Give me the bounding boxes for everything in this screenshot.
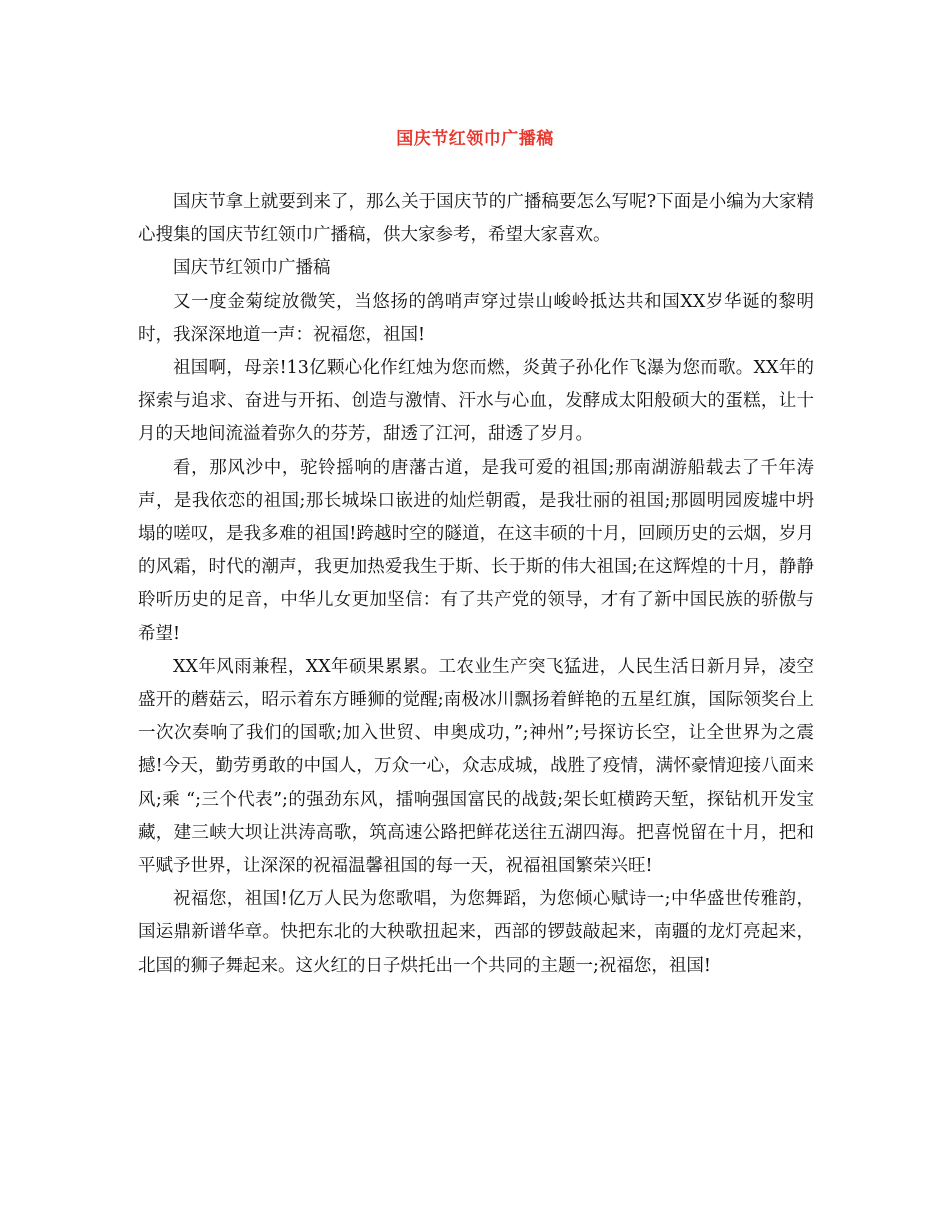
document-title: 国庆节红领巾广播稿: [396, 129, 554, 149]
paragraph-intro: 国庆节拿上就要到来了，那么关于国庆节的广播稿要怎么写呢?下面是小编为大家精心搜集的国庆节红领巾广播稿，供大家参考，希望大家喜欢。: [138, 192, 814, 246]
paragraph-5: 祝福您，祖国!亿万人民为您歌唱，为您舞蹈，为您倾心赋诗一;中华盛世传雅韵，国运鼎新谱华章。快把东北的大秧歌扭起来，西部的锣鼓敲起来，南疆的龙灯亮起来，北国的狮子舞起来。这火红的日子烘托出一个共同的主题一;祝福您，祖国!: [138, 889, 814, 976]
paragraph-1: 又一度金菊绽放微笑，当悠扬的鸽哨声穿过崇山峻岭抵达共和国XX岁华诞的黎明时，我深深地道一声：祝福您，祖国!: [138, 291, 814, 345]
paragraph-4: XX年风雨兼程，XX年硕果累累。工农业生产突飞猛进，人民生活日新月异，凌空盛开的蘑菇云，昭示着东方睡狮的觉醒;南极冰川飘扬着鲜艳的五星红旗，国际领奖台上一次次奏响了我们的国歌;加入世贸、申奥成功，”;神州”;号探访长空，让全世界为之震撼!今天，勤劳勇敢的中国人，万众一心，众志成城，战胜了疫情，满怀豪情迎接八面来风;乘 “;三个代表”;的强劲东风，擂响强国富民的战鼓;架长虹横跨天堑，探钻机开发宝藏，建三峡大坝让洪涛高歌，筑高速公路把鲜花送往五湖四海。把喜悦留在十月，把和平赋予世界，让深深的祝福温馨祖国的每一天，祝福祖国繁荣兴旺!: [138, 656, 814, 877]
paragraph-2: 祖国啊，母亲!13亿颗心化作红烛为您而燃，炎黄子孙化作飞瀑为您而歌。XX年的探索与追求、奋进与开拓、创造与激情、汗水与心血，发酵成太阳般硕大的蛋糕，让十月的天地间流溢着弥久的芬芳，甜透了江河，甜透了岁月。: [138, 358, 814, 445]
paragraph-3: 看，那风沙中，驼铃摇响的唐藩古道，是我可爱的祖国;那南湖游船载去了千年涛声，是我依恋的祖国;那长城垛口嵌进的灿烂朝霞，是我壮丽的祖国;那圆明园废墟中坍塌的嗟叹，是我多难的祖国!跨越时空的隧道，在这丰硕的十月，回顾历史的云烟，岁月的风霜，时代的潮声，我更加热爱我生于斯、长于斯的伟大祖国;在这辉煌的十月，静静聆听历史的足音，中华儿女更加坚信：有了共产党的领导，才有了新中国民族的骄傲与希望!: [138, 457, 814, 644]
document-body: [138, 186, 814, 983]
paragraph-subtitle: 国庆节红领巾广播稿: [173, 258, 331, 279]
